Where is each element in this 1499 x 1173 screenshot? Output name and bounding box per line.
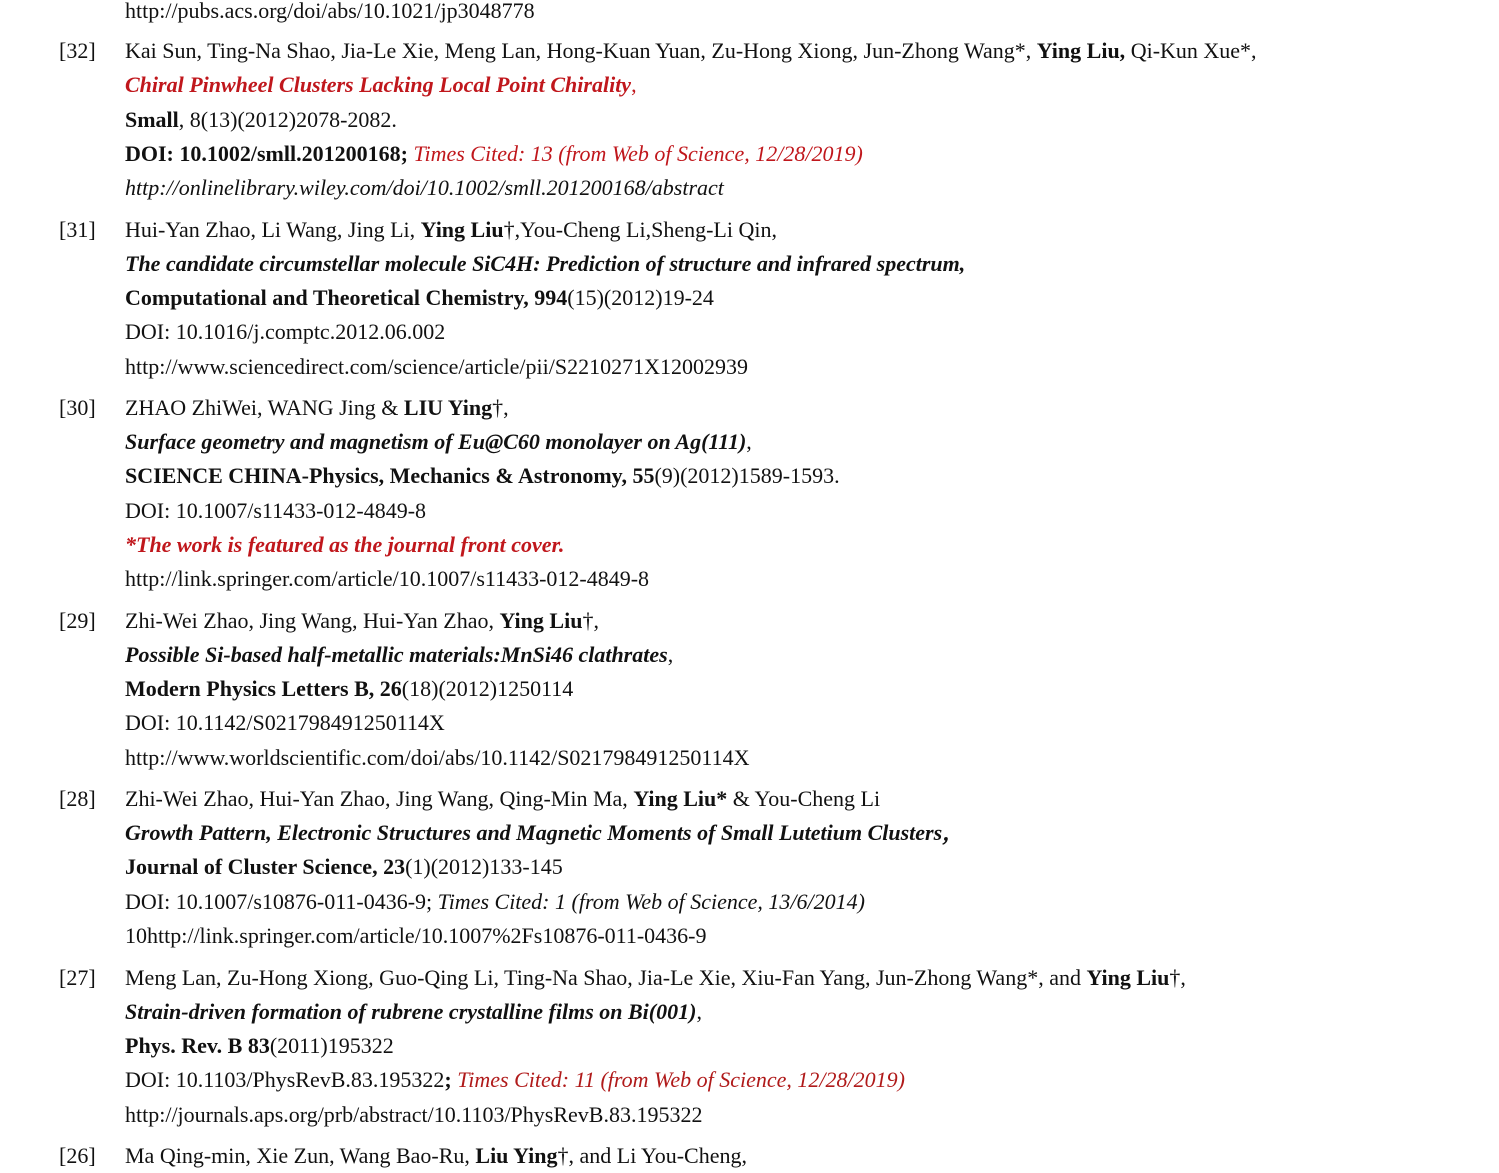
times-cited: Times Cited: 1 (from Web of Science, 13/6/2014) [437, 889, 865, 914]
reference-url[interactable]: http://www.sciencedirect.com/science/article/pii/S2210271X12002939 [125, 354, 748, 379]
authors-text: Zhi-Wei Zhao, Hui-Yan Zhao, Jing Wang, Qing-Min Ma, [125, 786, 634, 811]
highlighted-author: Ying Liu [1086, 965, 1170, 990]
reference-title: The candidate circumstellar molecule SiC4H: Prediction of structure and infrared spectrum, [125, 251, 966, 276]
journal-volume: (18)(2012)1250114 [401, 676, 574, 701]
reference-doi: DOI: 10.1007/s11433-012-4849-8 [125, 498, 427, 523]
journal-name: SCIENCE CHINA-Physics, Mechanics & Astronomy, 55 [125, 463, 655, 488]
highlighted-author: Ying Liu, [1036, 38, 1126, 63]
reference-journal [125, 1032, 394, 1060]
title-text: Possible Si-based half-metallic materials:MnSi46 clathrates [125, 642, 668, 667]
reference-title: Growth Pattern, Electronic Structures and Magnetic Moments of Small Lutetium Clusters， [125, 820, 965, 845]
highlighted-author: LIU Ying [403, 395, 493, 420]
journal-volume: (15)(2012)19-24 [567, 285, 714, 310]
reference-number: [28] [59, 786, 96, 811]
journal-volume: (2011)195322 [269, 1033, 394, 1058]
reference-number: [30] [59, 395, 96, 420]
title-punctuation: , [746, 429, 752, 454]
doi-text: DOI: 10.1103/PhysRevB.83.195322 [125, 1067, 445, 1092]
title-punctuation: , [696, 999, 702, 1024]
authors-text: & You-Cheng Li [727, 786, 881, 811]
authors-text: †, [582, 608, 599, 633]
authors-text: †, [1169, 965, 1186, 990]
authors-text: Ma Qing-min, Xie Zun, Wang Bao-Ru, [125, 1143, 476, 1168]
front-cover-note: *The work is featured as the journal front cover. [125, 532, 565, 557]
reference-number: [29] [59, 608, 96, 633]
highlighted-author: Liu Ying [475, 1143, 558, 1168]
doi-separator: ; [444, 1067, 452, 1092]
reference-url[interactable]: http://onlinelibrary.wiley.com/doi/10.1002/smll.201200168/abstract [125, 175, 724, 200]
journal-volume: (9)(2012)1589-1593. [654, 463, 840, 488]
reference-doi [125, 1066, 905, 1094]
authors-text: Qi-Kun Xue*, [1125, 38, 1257, 63]
journal-name: Computational and Theoretical Chemistry, 994 [125, 285, 568, 310]
title-punctuation: , [667, 642, 674, 667]
highlighted-author: Ying Liu [420, 217, 504, 242]
url-text[interactable]: http://pubs.acs.org/doi/abs/10.1021/jp3048778 [125, 0, 535, 23]
times-cited: Times Cited: 11 (from Web of Science, 12/28/2019) [451, 1067, 905, 1092]
reference-journal [125, 675, 573, 703]
reference-number: [26] [59, 1143, 96, 1168]
authors-text: †, and Li You-Cheng, [557, 1143, 747, 1168]
reference-url[interactable]: http://link.springer.com/article/10.1007/s11433-012-4849-8 [125, 566, 650, 591]
journal-volume: , 8(13)(2012)2078-2082. [178, 107, 397, 132]
authors-text: †, [492, 395, 509, 420]
journal-name: Small [125, 107, 179, 132]
authors-text: ZHAO ZhiWei, WANG Jing & [125, 395, 404, 420]
reference-doi [125, 888, 865, 916]
reference-title [125, 71, 637, 99]
reference-journal [125, 106, 397, 134]
reference-authors [125, 394, 509, 422]
highlighted-author: Ying Liu [499, 608, 583, 633]
doi-text: DOI: 10.1002/smll.201200168; [125, 141, 408, 166]
authors-text: Zhi-Wei Zhao, Jing Wang, Hui-Yan Zhao, [125, 608, 500, 633]
times-cited: Times Cited: 13 (from Web of Science, 12/28/2019) [407, 141, 863, 166]
reference-authors [125, 216, 777, 244]
reference-doi [125, 140, 863, 168]
reference-number: [31] [59, 217, 96, 242]
reference-journal [125, 853, 563, 881]
authors-text: Meng Lan, Zu-Hong Xiong, Guo-Qing Li, Ting-Na Shao, Jia-Le Xie, Xiu-Fan Yang, Jun-Zhong Wang*, and [125, 965, 1087, 990]
reference-number: [32] [59, 38, 96, 63]
reference-url[interactable]: http://journals.aps.org/prb/abstract/10.1103/PhysRevB.83.195322 [125, 1102, 703, 1127]
journal-name: Phys. Rev. B 83 [125, 1033, 270, 1058]
title-text: Strain-driven formation of rubrene crystalline films on Bi(001) [125, 999, 697, 1024]
reference-authors [125, 607, 599, 635]
reference-title [125, 998, 702, 1026]
reference-authors [125, 37, 1257, 65]
journal-volume: (1)(2012)133-145 [405, 854, 563, 879]
authors-text: Hui-Yan Zhao, Li Wang, Jing Li, [125, 217, 421, 242]
doi-text: DOI: 10.1007/s10876-011-0436-9; [125, 889, 438, 914]
reference-authors [125, 785, 880, 813]
reference-journal [125, 284, 714, 312]
reference-doi: DOI: 10.1142/S021798491250114X [125, 710, 445, 735]
title-text: Surface geometry and magnetism of Eu@C60 monolayer on Ag(111) [125, 429, 747, 454]
reference-authors [125, 964, 1186, 992]
title-text: Chiral Pinwheel Clusters Lacking Local Point Chirality [125, 72, 632, 97]
reference-title [125, 641, 673, 669]
reference-title [125, 428, 752, 456]
reference-url[interactable] [125, 0, 535, 25]
reference-url[interactable]: http://www.worldscientific.com/doi/abs/10.1142/S021798491250114X [125, 745, 750, 770]
title-punctuation: , [631, 72, 637, 97]
reference-doi: DOI: 10.1016/j.comptc.2012.06.002 [125, 319, 446, 344]
reference-url[interactable]: 10http://link.springer.com/article/10.1007%2Fs10876-011-0436-9 [125, 923, 707, 948]
reference-authors [125, 1142, 747, 1170]
authors-text: †,You-Cheng Li,Sheng-Li Qin, [503, 217, 777, 242]
journal-name: Modern Physics Letters B, 26 [125, 676, 402, 701]
reference-journal [125, 462, 840, 490]
journal-name: Journal of Cluster Science, 23 [125, 854, 406, 879]
reference-number: [27] [59, 965, 96, 990]
authors-text: Kai Sun, Ting-Na Shao, Jia-Le Xie, Meng Lan, Hong-Kuan Yuan, Zu-Hong Xiong, Jun-Zhong Wang*, [125, 38, 1037, 63]
highlighted-author: Ying Liu* [633, 786, 728, 811]
